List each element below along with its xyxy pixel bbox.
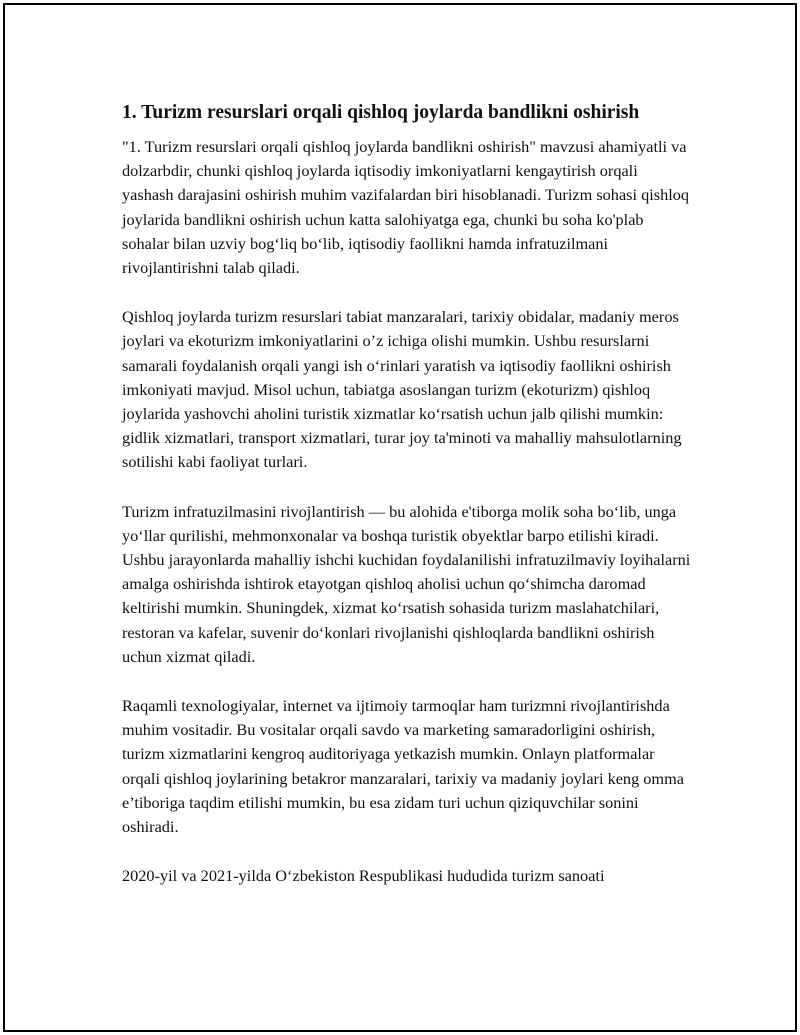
paragraph-digital: Raqamli texnologiyalar, internet va ijtimoiy tarmoqlar ham turizmni rivojlantirishda muhim vositadir. Bu vositalar orqali savdo va marketing samaradorligini oshirish, turizm xizmatlarini kengroq auditoriyaga yetkazish mumkin. Onlayn platformalar orqali qishloq joylarining betakror manzaralari, tarixiy va madaniy joylari keng omma e’tiboriga taqdim etilishi mumkin, bu esa zidam turi uchun qiziquvchilar sonini oshiradi. bbox=[122, 696, 684, 837]
paragraph-infrastructure: Turizm infratuzilmasini rivojlantirish — bu alohida e'tiborga molik soha bo‘lib, unga yo‘llar qurilishi, mehmonxonalar va boshqa turistik obyektlar barpo etilishi kiradi. Ushbu jarayonlarda mahalliy ishchi kuchidan foydalanilishi infratuzilmaviy loyihalarni amalga oshirishda ishtirok etayotgan qishloq aholisi uchun qo‘shimcha daromad keltirishi mumkin. Shuningdek, xizmat ko‘rsatish sohasida turizm maslahatchilari, restoran va kafelar, suvenir do‘konlari rivojlanishi qishloqlarda bandlikni oshirish uchun xizmat qiladi. bbox=[122, 501, 691, 666]
paragraph-resources: Qishloq joylarda turizm resurslari tabiat manzaralari, tarixiy obidalar, madaniy meros joylari va ekoturizm imkoniyatlarini o’z ichiga olishi mumkin. Ushbu resurslarni samarali foydalanish orqali yangi ish o‘rinlari yaratish va iqtisodiy faollikni oshirish imkoniyati mavjud. Misol uchun, tabiatga asoslangan turizm (ekoturizm) qishloq joylarida yashovchi aholini turistik xizmatlar ko‘rsatish uchun jalb qilishi mumkin: gidlik xizmatlari, transport xizmatlari, turar joy ta'minoti va mahalliy mahsulotlarning sotilishi kabi faoliyat turlari. bbox=[122, 307, 682, 472]
document-body bbox=[122, 101, 692, 888]
section-heading: 1. Turizm resurslari orqali qishloq joylarda bandlikni oshirish bbox=[122, 102, 640, 123]
page-frame bbox=[3, 3, 797, 1032]
paragraph-statistics: 2020-yil va 2021-yilda O‘zbekiston Respublikasi hududida turizm sanoati bbox=[122, 866, 605, 886]
paragraph-intro: "1. Turizm resurslari orqali qishloq joylarda bandlikni oshirish" mavzusi ahamiyatli va dolzarbdir, chunki qishloq joylarda iqtisodiy imkoniyatlarni kengaytirish orqali yashash darajasini oshirish muhim vazifalardan biri hisoblanadi. Turizm sohasi qishloq joylarida bandlikni oshirish uchun katta salohiyatga ega, chunki bu soha ko'plab sohalar bilan uzviy bog‘liq bo‘lib, iqtisodiy faollikni hamda infratuzilmani rivojlantirishni talab qiladi. bbox=[122, 137, 690, 278]
